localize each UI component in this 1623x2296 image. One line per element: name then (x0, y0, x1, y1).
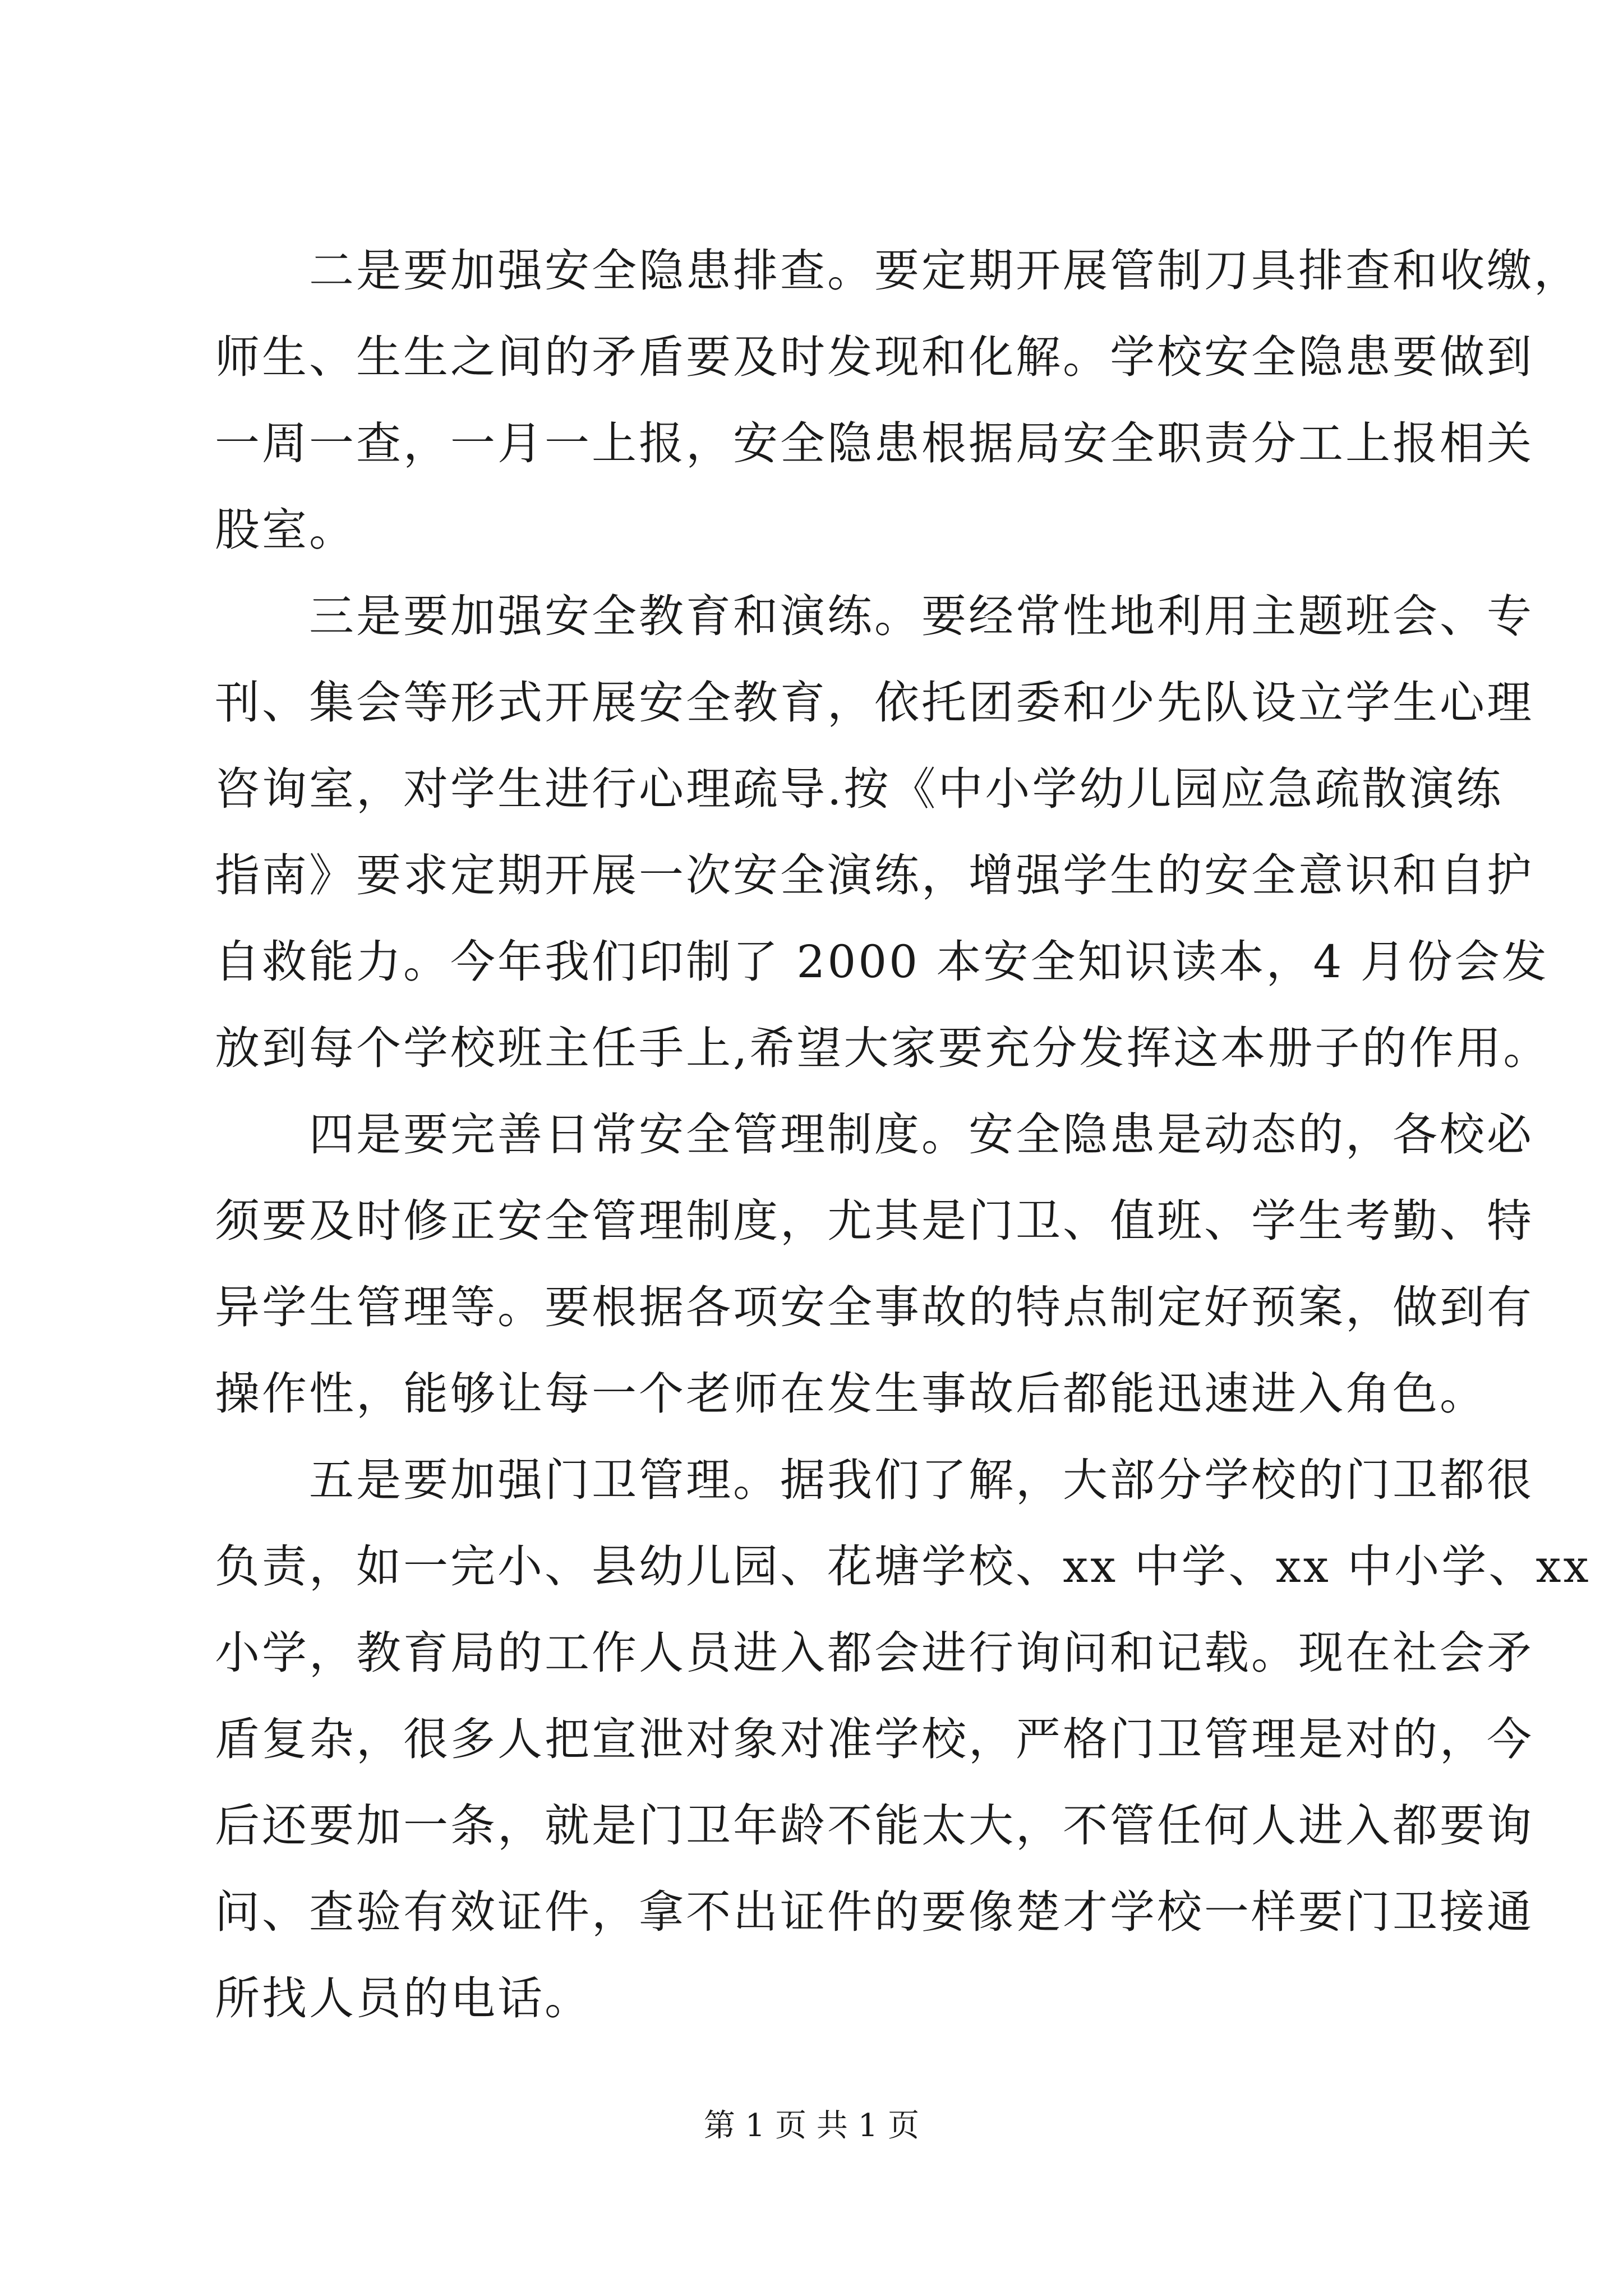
paragraph-line: 小学，教育局的工作人员进入都会进行询问和记载。现在社会矛 (215, 1627, 1534, 1679)
paragraph-gatekeeping (215, 1437, 1591, 2042)
paragraph-line: 所找人员的电话。 (215, 1972, 592, 2024)
paragraph-line: 问、查验有效证件，拿不出证件的要像楚才学校一样要门卫接通 (215, 1886, 1534, 1938)
paragraph-line: 须要及时修正安全管理制度，尤其是门卫、值班、学生考勤、特 (215, 1195, 1534, 1247)
paragraph-line: 盾复杂，很多人把宣泄对象对准学校，严格门卫管理是对的，今 (215, 1713, 1534, 1765)
paragraph-line: 操作性，能够让每一个老师在发生事故后都能迅速进入角色。 (215, 1368, 1487, 1420)
paragraph-line: 异学生管理等。要根据各项安全事故的特点制定好预案，做到有 (215, 1281, 1534, 1333)
paragraph-line: 指南》要求定期开展一次安全演练，增强学生的安全意识和自护 (215, 849, 1534, 901)
paragraph-line: 放到每个学校班主任手上,希望大家要充分发挥这本册子的作用。 (215, 1022, 1551, 1074)
paragraph-management-system (215, 1092, 1534, 1437)
paragraph-line: 负责，如一完小、县幼儿园、花塘学校、xx 中学、xx 中小学、xx (215, 1540, 1591, 1593)
paragraph-education (215, 573, 1551, 1092)
paragraph-line: 自救能力。今年我们印制了 2000 本安全知识读本，4 月份会发 (215, 936, 1549, 988)
paragraph-line: 一周一查，一月一上报，安全隐患根据局安全职责分工上报相关 (215, 417, 1534, 470)
paragraph-line: 咨询室，对学生进行心理疏导.按《中小学幼儿园应急疏散演练 (215, 763, 1504, 815)
paragraph-line: 三是要加强安全教育和演练。要经常性地利用主题班会、专 (309, 590, 1534, 642)
body-text (215, 228, 1591, 2042)
paragraph-line: 股室。 (215, 504, 356, 556)
paragraph-line: 后还要加一条，就是门卫年龄不能太大，不管任何人进入都要询 (215, 1800, 1534, 1852)
paragraph-line: 二是要加强安全隐患排查。要定期开展管制刀具排查和收缴， (309, 245, 1581, 297)
paragraph-line: 师生、生生之间的矛盾要及时发现和化解。学校安全隐患要做到 (215, 331, 1534, 383)
paragraph-line: 刊、集会等形式开展安全教育，依托团委和少先队设立学生心理 (215, 677, 1534, 729)
page-number-footer: 第 1 页 共 1 页 (703, 2108, 920, 2144)
paragraph-inspection (215, 228, 1581, 573)
paragraph-line: 四是要完善日常安全管理制度。安全隐患是动态的，各校必 (309, 1108, 1534, 1161)
paragraph-line: 五是要加强门卫管理。据我们了解，大部分学校的门卫都很 (309, 1454, 1534, 1506)
